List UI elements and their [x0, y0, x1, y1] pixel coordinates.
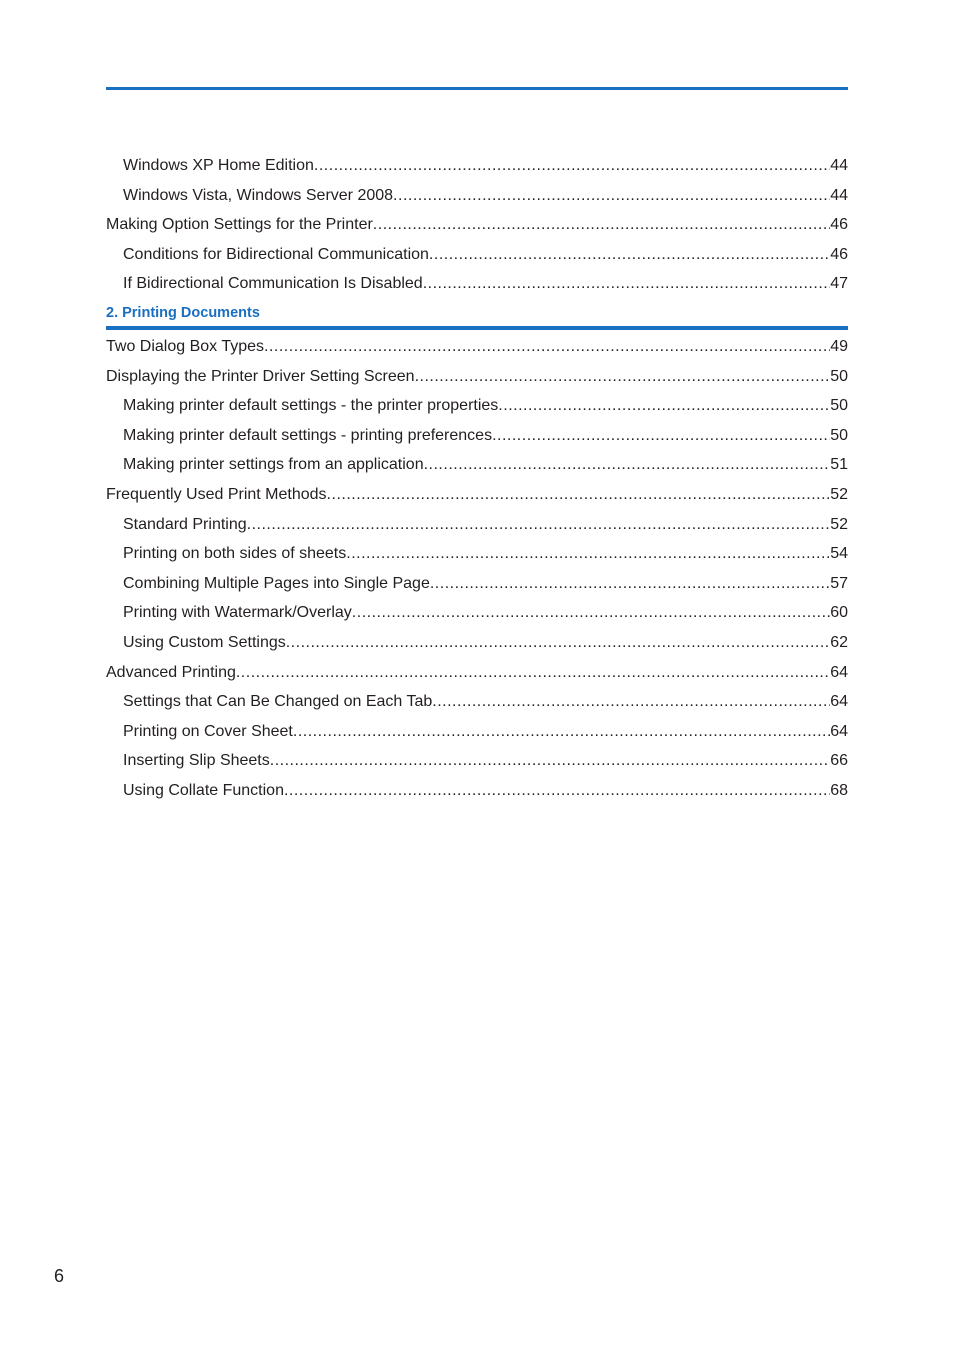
toc-entry-label: Making printer default settings - the printer properties [123, 397, 499, 415]
toc-entry-label: Windows Vista, Windows Server 2008 [123, 186, 394, 204]
toc-entry-page: 47 [830, 275, 848, 293]
toc-entry[interactable] [106, 628, 848, 658]
toc-entry[interactable] [106, 480, 848, 510]
toc-entry[interactable] [106, 269, 848, 299]
toc-dot-leader [498, 391, 830, 421]
toc-entry-page: 50 [830, 397, 848, 415]
toc-entry[interactable] [106, 210, 848, 240]
toc-entry-label: Making printer default settings - printing preferences [123, 426, 493, 444]
toc-entry-label: Using Custom Settings [123, 633, 286, 651]
toc-dot-leader [492, 421, 830, 451]
toc-entry-page: 52 [830, 515, 848, 533]
toc-dot-leader [393, 181, 830, 211]
toc-dot-leader [373, 210, 830, 240]
toc-entry[interactable] [106, 539, 848, 569]
toc-entry-page: 49 [830, 338, 848, 355]
toc-entry-page: 50 [830, 426, 848, 444]
toc-entry-page: 57 [830, 574, 848, 592]
toc-entry[interactable] [106, 569, 848, 599]
toc-entry[interactable] [106, 362, 848, 392]
toc-dot-leader [236, 658, 830, 688]
toc-entry[interactable] [106, 658, 848, 688]
toc-entry-page: 64 [830, 693, 848, 711]
toc-dot-leader [429, 240, 830, 270]
page-number: 6 [54, 1266, 65, 1286]
toc-dot-leader [327, 480, 831, 510]
toc-entry-label: Two Dialog Box Types [106, 338, 265, 355]
toc-dot-leader [314, 151, 830, 181]
section-heading: 2. Printing Documents [106, 305, 260, 321]
toc-dot-leader [284, 776, 830, 806]
toc-entry-label: Combining Multiple Pages into Single Page [123, 574, 430, 592]
toc-entry-page: 60 [830, 604, 848, 622]
toc-entry-page: 64 [830, 663, 848, 681]
toc-entry-label: Advanced Printing [106, 663, 236, 681]
toc-dot-leader [346, 539, 830, 569]
toc-entry-label: Printing on both sides of sheets [123, 545, 347, 563]
toc-entry[interactable] [106, 391, 848, 421]
toc-entry-page: 66 [830, 752, 848, 770]
toc-entry[interactable] [106, 776, 848, 806]
toc-dot-leader [352, 598, 830, 628]
toc-dot-leader [270, 746, 830, 776]
toc-entry[interactable] [106, 687, 848, 717]
section-rule [106, 326, 848, 330]
toc-entry-page: 46 [830, 245, 848, 263]
toc-entry-label: Making Option Settings for the Printer [106, 216, 373, 234]
toc-entry-label: Settings that Can Be Changed on Each Tab [123, 693, 433, 711]
toc-entry[interactable] [106, 151, 848, 181]
toc-entry-label: Conditions for Bidirectional Communication [123, 245, 429, 263]
toc-dot-leader [424, 450, 831, 480]
toc-entry-page: 46 [830, 216, 848, 234]
toc-entry-label: Displaying the Printer Driver Setting Screen [106, 367, 415, 385]
toc-dot-leader [286, 628, 830, 658]
toc-dot-leader [247, 510, 831, 540]
toc-dot-leader [264, 332, 830, 362]
toc-entry-label: Using Collate Function [123, 781, 284, 799]
toc-entry-label: Inserting Slip Sheets [123, 752, 270, 770]
toc-entry[interactable] [106, 450, 848, 480]
toc-entry-page: 64 [830, 722, 848, 740]
top-rule [106, 87, 848, 90]
toc-dot-leader [432, 687, 830, 717]
toc-entry-page: 51 [830, 456, 848, 474]
toc-entry-page: 52 [830, 485, 848, 503]
toc-entry-page: 54 [830, 545, 848, 563]
toc-dot-leader [415, 362, 831, 392]
toc-entry[interactable] [106, 510, 848, 540]
toc-entry[interactable] [106, 240, 848, 270]
toc-entry[interactable] [106, 598, 848, 628]
toc-entry-label: If Bidirectional Communication Is Disabled [123, 275, 423, 293]
toc-entry-page: 50 [830, 367, 848, 385]
toc-entry-label: Standard Printing [123, 515, 247, 533]
toc-entry-page: 44 [830, 186, 848, 204]
toc-entry-page: 62 [830, 633, 848, 651]
toc-entry-page: 44 [830, 157, 848, 174]
toc-entry-label: Printing on Cover Sheet [123, 722, 293, 740]
toc-entry[interactable] [106, 332, 848, 362]
toc-entry-label: Making printer settings from an application [123, 456, 424, 474]
toc-dot-leader [423, 269, 831, 299]
toc-entry[interactable] [106, 181, 848, 211]
toc-entry-label: Frequently Used Print Methods [106, 485, 327, 503]
toc-dot-leader [430, 569, 830, 599]
toc-entry[interactable] [106, 717, 848, 747]
toc-entry[interactable] [106, 421, 848, 451]
toc-entry-page: 68 [830, 781, 848, 799]
toc-list-top [106, 151, 848, 299]
toc-entry-label: Printing with Watermark/Overlay [123, 604, 352, 622]
toc-list-section [106, 332, 848, 806]
toc-entry[interactable] [106, 746, 848, 776]
toc-dot-leader [293, 717, 830, 747]
toc-entry-label: Windows XP Home Edition [123, 157, 314, 174]
